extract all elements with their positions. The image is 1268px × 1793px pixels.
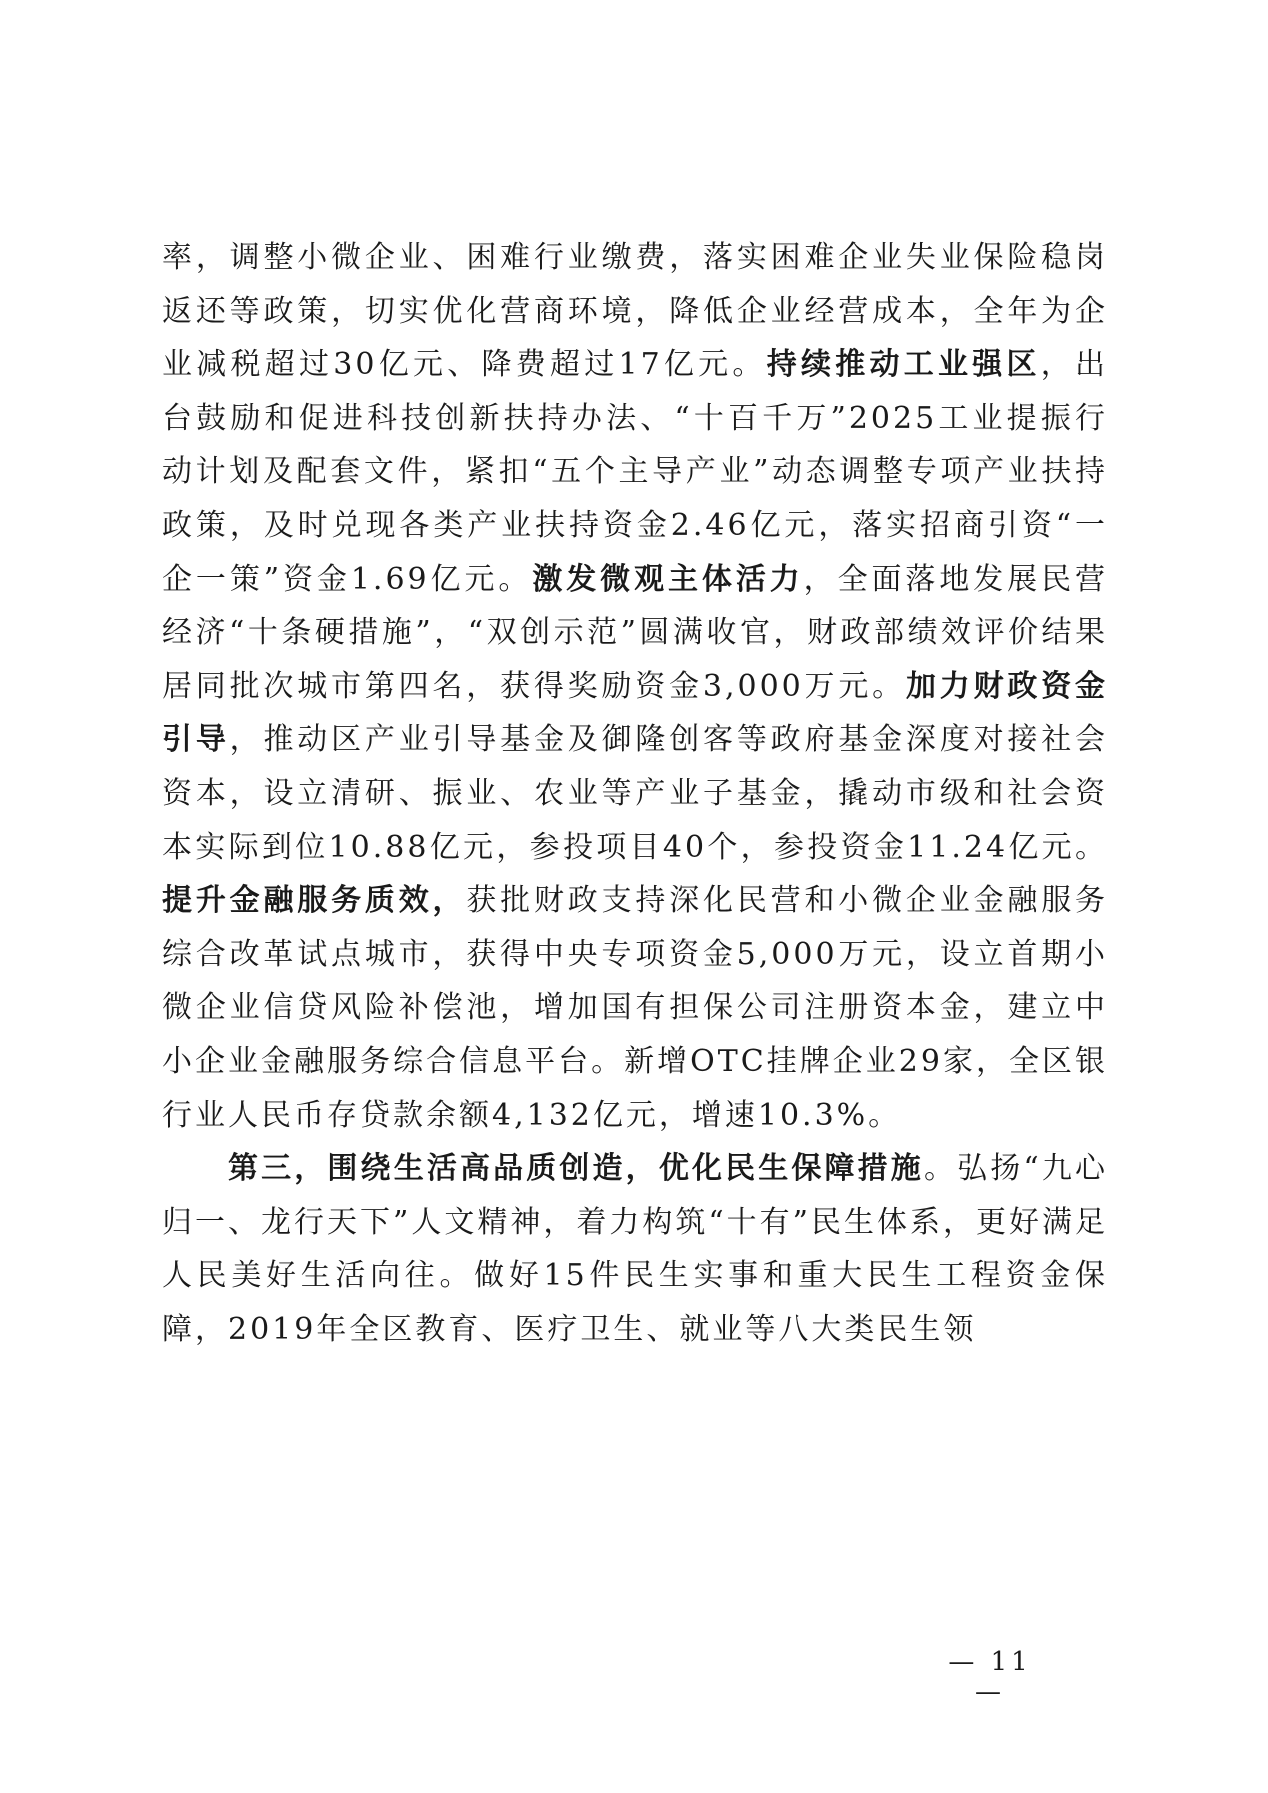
paragraph-section-three <box>162 1142 1108 1356</box>
text-run: 。弘扬“九心归一、龙行天下”人文精神，着力构筑“十有”民生体系，更好满足人民美好生活向往。做好15件民生实事和重大民生工程资金保障，2019年全区教育、医疗卫生、就业等八大类民生领 <box>162 1151 1109 1347</box>
text-run: ，推动区产业引导基金及御隆创客等政府基金深度对接社会资本，设立清研、振业、农业等产业子基金，撬动市级和社会资本实际到位10.88亿元，参投项目40个，参投资金11.24亿元。 <box>162 722 1109 865</box>
bold-heading-run: 加力财政资金引导 <box>162 668 1109 758</box>
text-run: ，出台鼓励和促进科技创新扶持办法、“十百千万”2025工业提振行动计划及配套文件，紧扣“五个主导产业”动态调整专项产业扶持政策，及时兑现各类产业扶持资金2.46亿元，落实招商引资“一企一策”资金1.69亿元。 <box>162 347 1109 597</box>
text-run: 获批财政支持深化民营和小微企业金融服务综合改革试点城市，获得中央专项资金5,000万元，设立首期小微企业信贷风险补偿池，增加国有担保公司注册资本金，建立中小企业金融服务综合信息平台。新增OTC挂牌企业29家，全区银行业人民币存贷款余额4,132亿元，增速10.3%。 <box>162 883 1109 1133</box>
page-number: — 11 — <box>948 1647 1032 1707</box>
bold-heading-run: 第三，围绕生活高品质创造，优化民生保障措施 <box>228 1151 924 1187</box>
text-run: 率，调整小微企业、困难行业缴费，落实困难企业失业保险稳岗返还等政策，切实优化营商环境，降低企业经营成本，全年为企业减税超过30亿元、降费超过17亿元。 <box>162 240 1108 383</box>
paragraph-continuation <box>162 231 1108 1142</box>
document-body <box>162 231 1108 1356</box>
bold-heading-run: 激发微观主体活力 <box>532 561 804 597</box>
text-run: ，全面落地发展民营经济“十条硬措施”，“双创示范”圆满收官，财政部绩效评价结果居同批次城市第四名，获得奖励资金3,000万元。 <box>162 561 1108 704</box>
bold-heading-run: 持续推动工业强区 <box>766 347 1041 383</box>
bold-heading-run: 提升金融服务质效， <box>162 883 467 919</box>
